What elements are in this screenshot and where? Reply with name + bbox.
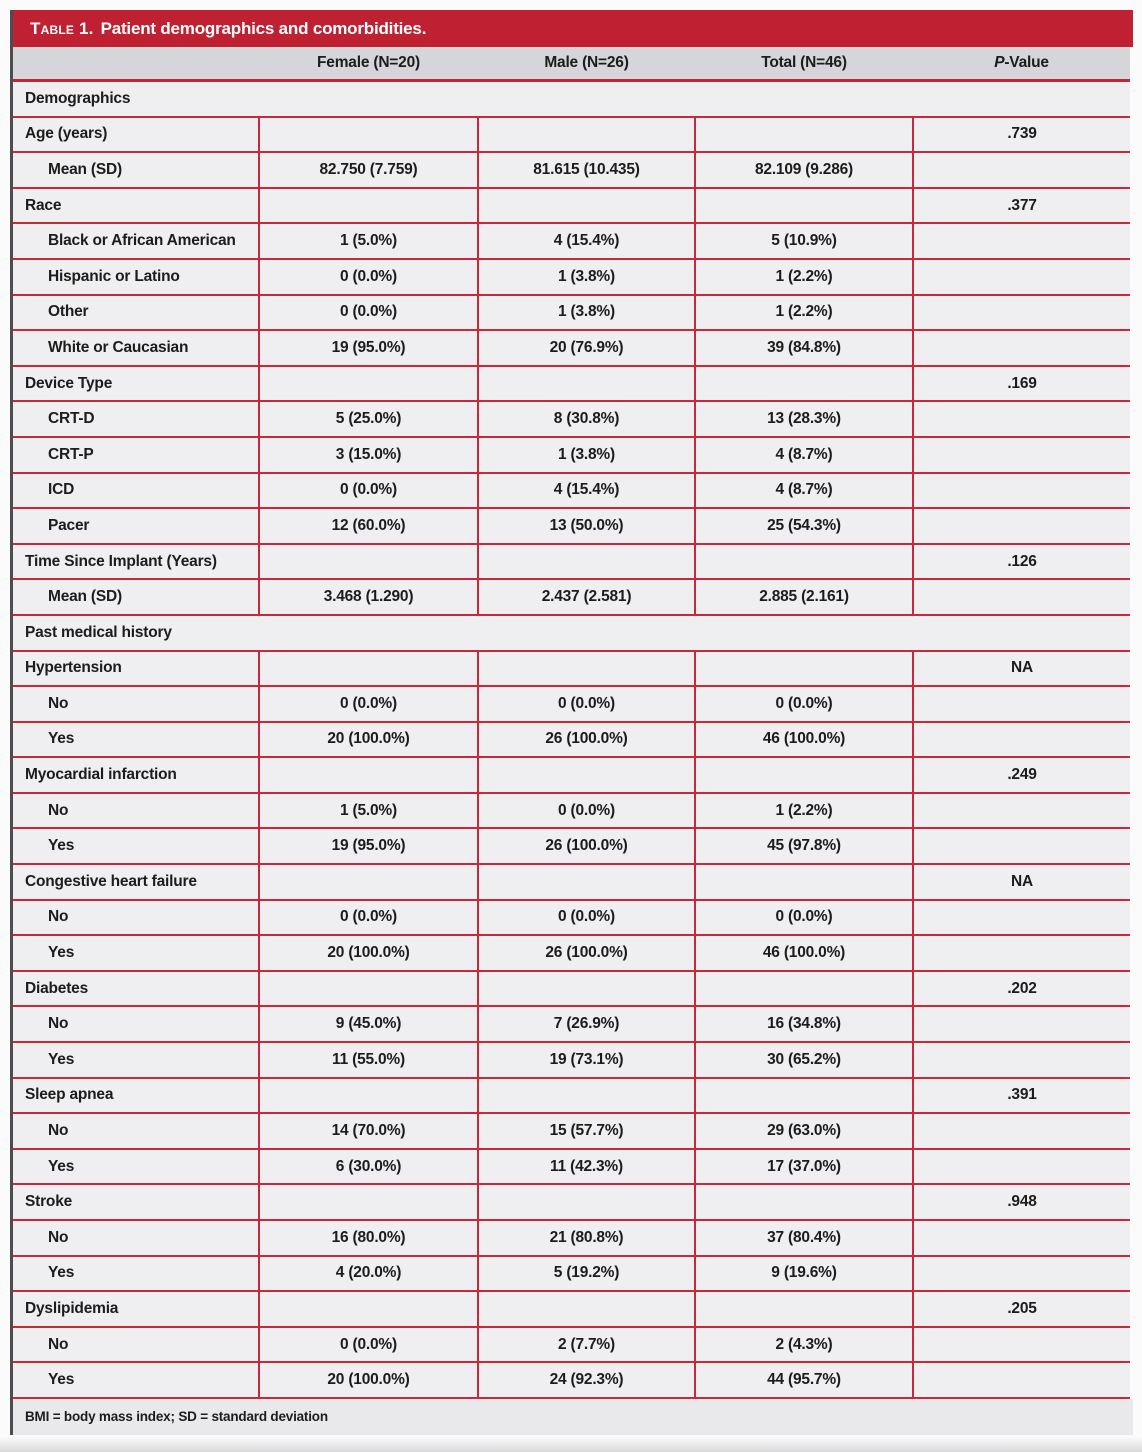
p-value: .391 — [913, 1078, 1130, 1114]
row-label: CRT-D — [13, 401, 259, 437]
female-value — [259, 864, 478, 900]
female-value: 19 (95.0%) — [259, 330, 478, 366]
total-value — [695, 117, 913, 153]
p-value — [913, 295, 1130, 331]
p-value: .249 — [913, 757, 1130, 793]
total-value — [695, 366, 913, 402]
total-value: 5 (10.9%) — [695, 223, 913, 259]
p-value — [913, 223, 1130, 259]
male-value — [478, 1184, 695, 1220]
item-row — [13, 1042, 1130, 1078]
female-value: 5 (25.0%) — [259, 401, 478, 437]
item-row — [13, 437, 1130, 473]
male-value: 1 (3.8%) — [478, 259, 695, 295]
female-value: 1 (5.0%) — [259, 793, 478, 829]
female-value — [259, 971, 478, 1007]
category-row — [13, 757, 1130, 793]
item-row — [13, 900, 1130, 936]
row-label: Yes — [13, 1362, 259, 1398]
row-label: Black or African American — [13, 223, 259, 259]
female-value: 20 (100.0%) — [259, 722, 478, 758]
p-value — [913, 1220, 1130, 1256]
row-label: Other — [13, 295, 259, 331]
row-label: Hypertension — [13, 651, 259, 687]
p-value — [913, 686, 1130, 722]
female-value — [259, 1184, 478, 1220]
female-value: 19 (95.0%) — [259, 828, 478, 864]
female-value — [259, 757, 478, 793]
column-header-p-value: P-Value — [913, 47, 1130, 81]
female-value: 0 (0.0%) — [259, 473, 478, 509]
p-value: .126 — [913, 544, 1130, 580]
total-value: 25 (54.3%) — [695, 508, 913, 544]
p-value: .169 — [913, 366, 1130, 402]
row-label: Device Type — [13, 366, 259, 402]
total-value: 0 (0.0%) — [695, 900, 913, 936]
row-label: Yes — [13, 1256, 259, 1292]
female-value — [259, 1078, 478, 1114]
row-label: Yes — [13, 935, 259, 971]
item-row — [13, 223, 1130, 259]
item-row — [13, 1256, 1130, 1292]
male-value: 7 (26.9%) — [478, 1006, 695, 1042]
item-row — [13, 330, 1130, 366]
male-value: 81.615 (10.435) — [478, 152, 695, 188]
female-value: 4 (20.0%) — [259, 1256, 478, 1292]
male-value: 11 (42.3%) — [478, 1149, 695, 1185]
category-row — [13, 1078, 1130, 1114]
female-value: 6 (30.0%) — [259, 1149, 478, 1185]
p-value: .739 — [913, 117, 1130, 153]
column-header-female: Female (N=20) — [259, 47, 478, 81]
p-value — [913, 900, 1130, 936]
male-value: 2 (7.7%) — [478, 1327, 695, 1363]
item-row — [13, 1006, 1130, 1042]
total-value: 82.109 (9.286) — [695, 152, 913, 188]
p-value — [913, 473, 1130, 509]
female-value: 0 (0.0%) — [259, 295, 478, 331]
total-value: 46 (100.0%) — [695, 935, 913, 971]
table-body — [13, 81, 1130, 1398]
row-label: Hispanic or Latino — [13, 259, 259, 295]
female-value — [259, 651, 478, 687]
item-row — [13, 579, 1130, 615]
female-value — [259, 117, 478, 153]
item-row — [13, 686, 1130, 722]
p-value — [913, 508, 1130, 544]
male-value — [478, 544, 695, 580]
male-value — [478, 188, 695, 224]
item-row — [13, 1327, 1130, 1363]
column-header-male: Male (N=26) — [478, 47, 695, 81]
total-value — [695, 757, 913, 793]
male-value — [478, 757, 695, 793]
p-value — [913, 1256, 1130, 1292]
table-title-bar — [13, 10, 1133, 47]
section-row — [13, 615, 1130, 651]
row-label: Diabetes — [13, 971, 259, 1007]
p-value: .948 — [913, 1184, 1130, 1220]
p-value — [913, 437, 1130, 473]
column-header-empty — [13, 47, 259, 81]
total-value — [695, 864, 913, 900]
item-row — [13, 935, 1130, 971]
item-row — [13, 508, 1130, 544]
p-value — [913, 828, 1130, 864]
demographics-table — [13, 47, 1130, 1399]
p-value: .202 — [913, 971, 1130, 1007]
p-value — [913, 259, 1130, 295]
column-header-row — [13, 47, 1130, 81]
total-value: 2 (4.3%) — [695, 1327, 913, 1363]
section-label: Past medical history — [13, 615, 1130, 651]
item-row — [13, 828, 1130, 864]
p-value — [913, 401, 1130, 437]
total-value — [695, 188, 913, 224]
item-row — [13, 793, 1130, 829]
male-value — [478, 971, 695, 1007]
male-value: 20 (76.9%) — [478, 330, 695, 366]
female-value: 20 (100.0%) — [259, 1362, 478, 1398]
female-value: 0 (0.0%) — [259, 1327, 478, 1363]
p-value — [913, 152, 1130, 188]
row-label: CRT-P — [13, 437, 259, 473]
p-value — [913, 722, 1130, 758]
category-row — [13, 971, 1130, 1007]
row-label: Mean (SD) — [13, 579, 259, 615]
row-label: ICD — [13, 473, 259, 509]
female-value: 0 (0.0%) — [259, 259, 478, 295]
total-value: 4 (8.7%) — [695, 437, 913, 473]
category-row — [13, 544, 1130, 580]
female-value — [259, 188, 478, 224]
total-value — [695, 971, 913, 1007]
male-value: 26 (100.0%) — [478, 828, 695, 864]
male-value: 2.437 (2.581) — [478, 579, 695, 615]
male-value: 1 (3.8%) — [478, 295, 695, 331]
item-row — [13, 1220, 1130, 1256]
male-value: 1 (3.8%) — [478, 437, 695, 473]
total-value: 29 (63.0%) — [695, 1113, 913, 1149]
p-value: NA — [913, 864, 1130, 900]
category-row — [13, 1184, 1130, 1220]
male-value: 0 (0.0%) — [478, 686, 695, 722]
p-value — [913, 1113, 1130, 1149]
category-row — [13, 188, 1130, 224]
male-value — [478, 1078, 695, 1114]
male-value: 21 (80.8%) — [478, 1220, 695, 1256]
p-value — [913, 793, 1130, 829]
section-label: Demographics — [13, 81, 1130, 117]
p-value — [913, 935, 1130, 971]
row-label: Mean (SD) — [13, 152, 259, 188]
category-row — [13, 117, 1130, 153]
total-value — [695, 651, 913, 687]
male-value: 5 (19.2%) — [478, 1256, 695, 1292]
female-value: 82.750 (7.759) — [259, 152, 478, 188]
row-label: No — [13, 1113, 259, 1149]
total-value: 44 (95.7%) — [695, 1362, 913, 1398]
item-row — [13, 722, 1130, 758]
female-value: 0 (0.0%) — [259, 900, 478, 936]
total-value — [695, 1184, 913, 1220]
row-label: Myocardial infarction — [13, 757, 259, 793]
male-value — [478, 864, 695, 900]
category-row — [13, 651, 1130, 687]
total-value: 1 (2.2%) — [695, 259, 913, 295]
row-label: No — [13, 1006, 259, 1042]
row-label: Sleep apnea — [13, 1078, 259, 1114]
section-row — [13, 81, 1130, 117]
female-value — [259, 1291, 478, 1327]
category-row — [13, 864, 1130, 900]
female-value: 20 (100.0%) — [259, 935, 478, 971]
item-row — [13, 1113, 1130, 1149]
table-1 — [10, 10, 1133, 1435]
male-value: 26 (100.0%) — [478, 722, 695, 758]
row-label: White or Caucasian — [13, 330, 259, 366]
male-value: 4 (15.4%) — [478, 223, 695, 259]
table-header — [13, 47, 1130, 81]
page-bottom-edge — [0, 1437, 1142, 1452]
female-value — [259, 544, 478, 580]
total-value: 2.885 (2.161) — [695, 579, 913, 615]
male-value — [478, 366, 695, 402]
row-label: Pacer — [13, 508, 259, 544]
male-value — [478, 117, 695, 153]
row-label: Age (years) — [13, 117, 259, 153]
female-value: 14 (70.0%) — [259, 1113, 478, 1149]
female-value: 3 (15.0%) — [259, 437, 478, 473]
total-value: 37 (80.4%) — [695, 1220, 913, 1256]
row-label: Stroke — [13, 1184, 259, 1220]
item-row — [13, 295, 1130, 331]
total-value: 9 (19.6%) — [695, 1256, 913, 1292]
male-value: 26 (100.0%) — [478, 935, 695, 971]
row-label: Time Since Implant (Years) — [13, 544, 259, 580]
p-value — [913, 1149, 1130, 1185]
row-label: Yes — [13, 828, 259, 864]
male-value: 4 (15.4%) — [478, 473, 695, 509]
p-value: NA — [913, 651, 1130, 687]
p-value — [913, 330, 1130, 366]
male-value: 8 (30.8%) — [478, 401, 695, 437]
male-value: 15 (57.7%) — [478, 1113, 695, 1149]
table-title-text: Patient demographics and comorbidities. — [100, 18, 427, 38]
male-value: 24 (92.3%) — [478, 1362, 695, 1398]
male-value: 13 (50.0%) — [478, 508, 695, 544]
total-value: 13 (28.3%) — [695, 401, 913, 437]
row-label: Dyslipidemia — [13, 1291, 259, 1327]
total-value — [695, 1291, 913, 1327]
male-value: 19 (73.1%) — [478, 1042, 695, 1078]
total-value — [695, 1078, 913, 1114]
table-footnote: BMI = body mass index; SD = standard deviation — [13, 1399, 1133, 1435]
row-label: No — [13, 686, 259, 722]
category-row — [13, 1291, 1130, 1327]
row-label: Congestive heart failure — [13, 864, 259, 900]
table-title-label: Table 1. — [30, 18, 94, 38]
total-value: 1 (2.2%) — [695, 295, 913, 331]
female-value: 12 (60.0%) — [259, 508, 478, 544]
p-value — [913, 579, 1130, 615]
item-row — [13, 473, 1130, 509]
column-header-total: Total (N=46) — [695, 47, 913, 81]
total-value — [695, 544, 913, 580]
row-label: Yes — [13, 1042, 259, 1078]
female-value: 16 (80.0%) — [259, 1220, 478, 1256]
item-row — [13, 1362, 1130, 1398]
total-value: 30 (65.2%) — [695, 1042, 913, 1078]
row-label: No — [13, 1327, 259, 1363]
female-value: 0 (0.0%) — [259, 686, 478, 722]
total-value: 16 (34.8%) — [695, 1006, 913, 1042]
female-value — [259, 366, 478, 402]
female-value: 9 (45.0%) — [259, 1006, 478, 1042]
p-value — [913, 1042, 1130, 1078]
p-value — [913, 1006, 1130, 1042]
female-value: 1 (5.0%) — [259, 223, 478, 259]
row-label: No — [13, 793, 259, 829]
item-row — [13, 259, 1130, 295]
total-value: 39 (84.8%) — [695, 330, 913, 366]
category-row — [13, 366, 1130, 402]
total-value: 17 (37.0%) — [695, 1149, 913, 1185]
total-value: 45 (97.8%) — [695, 828, 913, 864]
p-value — [913, 1327, 1130, 1363]
p-value: .377 — [913, 188, 1130, 224]
row-label: Yes — [13, 1149, 259, 1185]
row-label: No — [13, 900, 259, 936]
total-value: 4 (8.7%) — [695, 473, 913, 509]
male-value: 0 (0.0%) — [478, 900, 695, 936]
row-label: No — [13, 1220, 259, 1256]
female-value: 11 (55.0%) — [259, 1042, 478, 1078]
total-value: 0 (0.0%) — [695, 686, 913, 722]
p-value: .205 — [913, 1291, 1130, 1327]
total-value: 1 (2.2%) — [695, 793, 913, 829]
item-row — [13, 401, 1130, 437]
item-row — [13, 1149, 1130, 1185]
male-value — [478, 1291, 695, 1327]
male-value — [478, 651, 695, 687]
row-label: Yes — [13, 722, 259, 758]
p-value — [913, 1362, 1130, 1398]
item-row — [13, 152, 1130, 188]
male-value: 0 (0.0%) — [478, 793, 695, 829]
total-value: 46 (100.0%) — [695, 722, 913, 758]
female-value: 3.468 (1.290) — [259, 579, 478, 615]
row-label: Race — [13, 188, 259, 224]
